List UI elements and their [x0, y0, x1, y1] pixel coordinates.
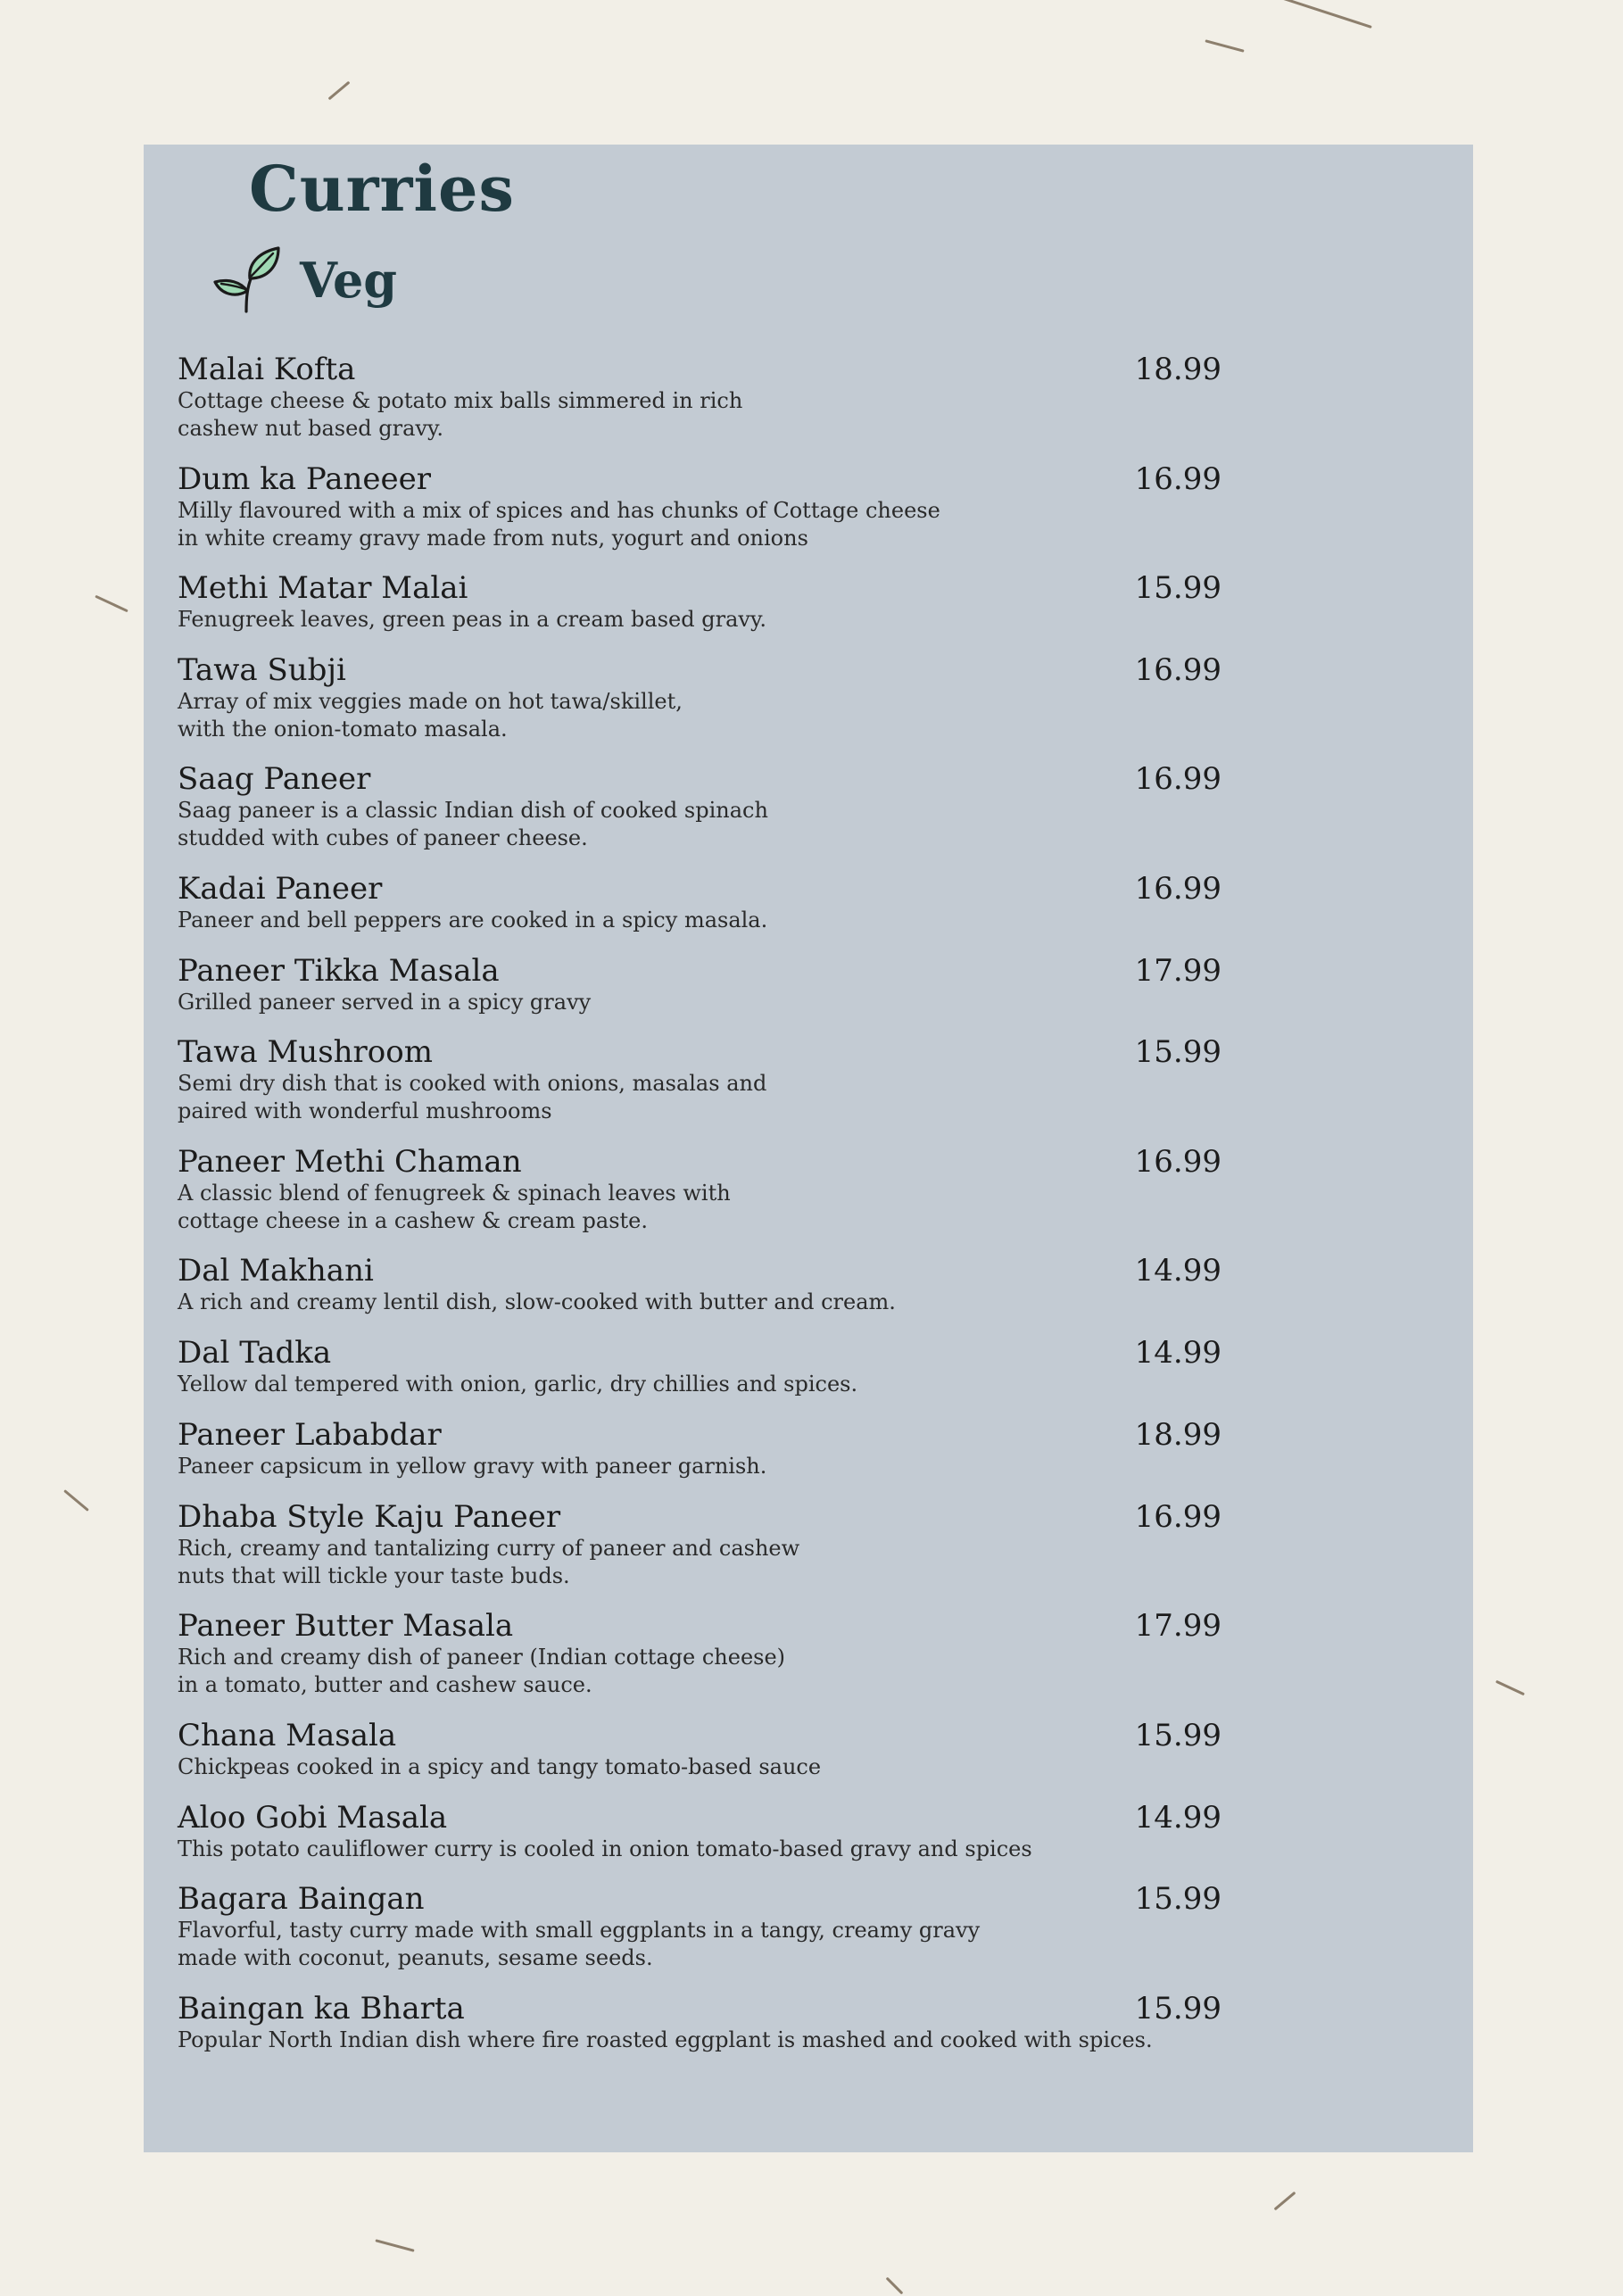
item-description: Popular North Indian dish where fire roasted eggplant is mashed and cooked with spices.	[178, 2027, 1153, 2052]
item-price: 16.99	[1134, 652, 1221, 688]
item-description: Milly flavoured with a mix of spices and has chunks of Cottage cheese in white creamy gravy made from nuts, yogurt and onions	[178, 498, 940, 551]
menu-item	[178, 1991, 1221, 2054]
item-name: Aloo Gobi Masala	[178, 1800, 448, 1836]
leaf-sprout-icon	[211, 245, 282, 316]
paper-fleck	[328, 81, 351, 101]
item-price: 15.99	[1134, 1881, 1221, 1917]
item-price: 17.99	[1134, 953, 1221, 989]
item-price: 18.99	[1134, 1417, 1221, 1453]
paper-fleck	[1274, 2192, 1296, 2211]
menu-item	[178, 352, 1221, 443]
category-label: Veg	[300, 252, 398, 309]
item-name: Dal Tadka	[178, 1335, 332, 1371]
item-price: 14.99	[1134, 1335, 1221, 1371]
menu-item	[178, 953, 1221, 1016]
menu-item	[178, 1718, 1221, 1781]
paper-fleck	[1278, 0, 1372, 29]
item-name: Tawa Mushroom	[178, 1034, 433, 1070]
item-description: Rich, creamy and tantalizing curry of paneer and cashew nuts that will tickle your taste buds.	[178, 1536, 800, 1588]
paper-fleck	[1205, 39, 1244, 53]
item-price: 15.99	[1134, 1034, 1221, 1070]
item-price: 15.99	[1134, 570, 1221, 606]
category-heading	[211, 245, 397, 316]
item-name: Chana Masala	[178, 1718, 397, 1753]
item-description: This potato cauliflower curry is cooled in onion tomato-based gravy and spices	[178, 1836, 1032, 1861]
item-name: Paneer Methi Chaman	[178, 1144, 522, 1180]
item-name: Methi Matar Malai	[178, 570, 468, 606]
paper-fleck	[95, 595, 128, 613]
menu-item	[178, 652, 1221, 743]
menu-item	[178, 570, 1221, 634]
item-name: Kadai Paneer	[178, 871, 383, 907]
menu-item	[178, 1608, 1221, 1699]
menu-item	[178, 1335, 1221, 1398]
item-name: Malai Kofta	[178, 352, 356, 387]
menu-item	[178, 461, 1221, 552]
item-description: A classic blend of fenugreek & spinach leaves with cottage cheese in a cashew & cream paste.	[178, 1181, 731, 1233]
item-description: Grilled paneer served in a spicy gravy	[178, 990, 592, 1015]
section-title: Curries	[249, 152, 515, 226]
menu-item	[178, 871, 1221, 934]
item-name: Paneer Lababdar	[178, 1417, 442, 1453]
item-name: Baingan ka Bharta	[178, 1991, 465, 2027]
item-description: Fenugreek leaves, green peas in a cream based gravy.	[178, 607, 766, 632]
item-name: Paneer Tikka Masala	[178, 953, 500, 989]
menu-panel	[144, 145, 1473, 2152]
item-description: Flavorful, tasty curry made with small eggplants in a tangy, creamy gravy made with coconut, peanuts, sesame seeds.	[178, 1918, 981, 1970]
item-price: 15.99	[1134, 1718, 1221, 1753]
item-name: Dal Makhani	[178, 1253, 374, 1289]
item-price: 14.99	[1134, 1800, 1221, 1836]
menu-item	[178, 1881, 1221, 1972]
item-name: Saag Paneer	[178, 761, 371, 797]
item-name: Tawa Subji	[178, 652, 346, 688]
item-description: Chickpeas cooked in a spicy and tangy tomato-based sauce	[178, 1754, 822, 1779]
item-price: 16.99	[1134, 461, 1221, 497]
menu-item	[178, 1800, 1221, 1863]
item-name: Paneer Butter Masala	[178, 1608, 514, 1644]
item-description: A rich and creamy lentil dish, slow-cooked with butter and cream.	[178, 1289, 896, 1314]
item-price: 16.99	[1134, 761, 1221, 797]
menu-item	[178, 1499, 1221, 1590]
item-name: Bagara Baingan	[178, 1881, 425, 1917]
item-description: Paneer capsicum in yellow gravy with paneer garnish.	[178, 1454, 767, 1479]
item-price: 14.99	[1134, 1253, 1221, 1289]
item-description: Array of mix veggies made on hot tawa/skillet, with the onion-tomato masala.	[178, 689, 683, 742]
item-description: Saag paneer is a classic Indian dish of cooked spinach studded with cubes of paneer cheese.	[178, 798, 768, 850]
item-price: 15.99	[1134, 1991, 1221, 2027]
menu-item	[178, 761, 1221, 852]
paper-fleck	[63, 1489, 89, 1512]
paper-fleck	[1495, 1680, 1525, 1696]
item-name: Dhaba Style Kaju Paneer	[178, 1499, 561, 1535]
item-price: 17.99	[1134, 1608, 1221, 1644]
item-description: Rich and creamy dish of paneer (Indian cottage cheese) in a tomato, butter and cashew sauce.	[178, 1645, 786, 1697]
item-description: Paneer and bell peppers are cooked in a spicy masala.	[178, 908, 768, 932]
paper-fleck	[886, 2277, 904, 2295]
item-price: 16.99	[1134, 871, 1221, 907]
item-price: 16.99	[1134, 1144, 1221, 1180]
item-name: Dum ka Paneeer	[178, 461, 432, 497]
paper-fleck	[375, 2239, 414, 2252]
menu-item	[178, 1417, 1221, 1480]
item-price: 16.99	[1134, 1499, 1221, 1535]
item-price: 18.99	[1134, 352, 1221, 387]
menu-item	[178, 1144, 1221, 1235]
menu-item	[178, 1253, 1221, 1316]
menu-item	[178, 1034, 1221, 1125]
item-description: Yellow dal tempered with onion, garlic, dry chillies and spices.	[178, 1372, 858, 1397]
item-description: Cottage cheese & potato mix balls simmered in rich cashew nut based gravy.	[178, 388, 743, 441]
item-description: Semi dry dish that is cooked with onions, masalas and paired with wonderful mushrooms	[178, 1071, 767, 1123]
